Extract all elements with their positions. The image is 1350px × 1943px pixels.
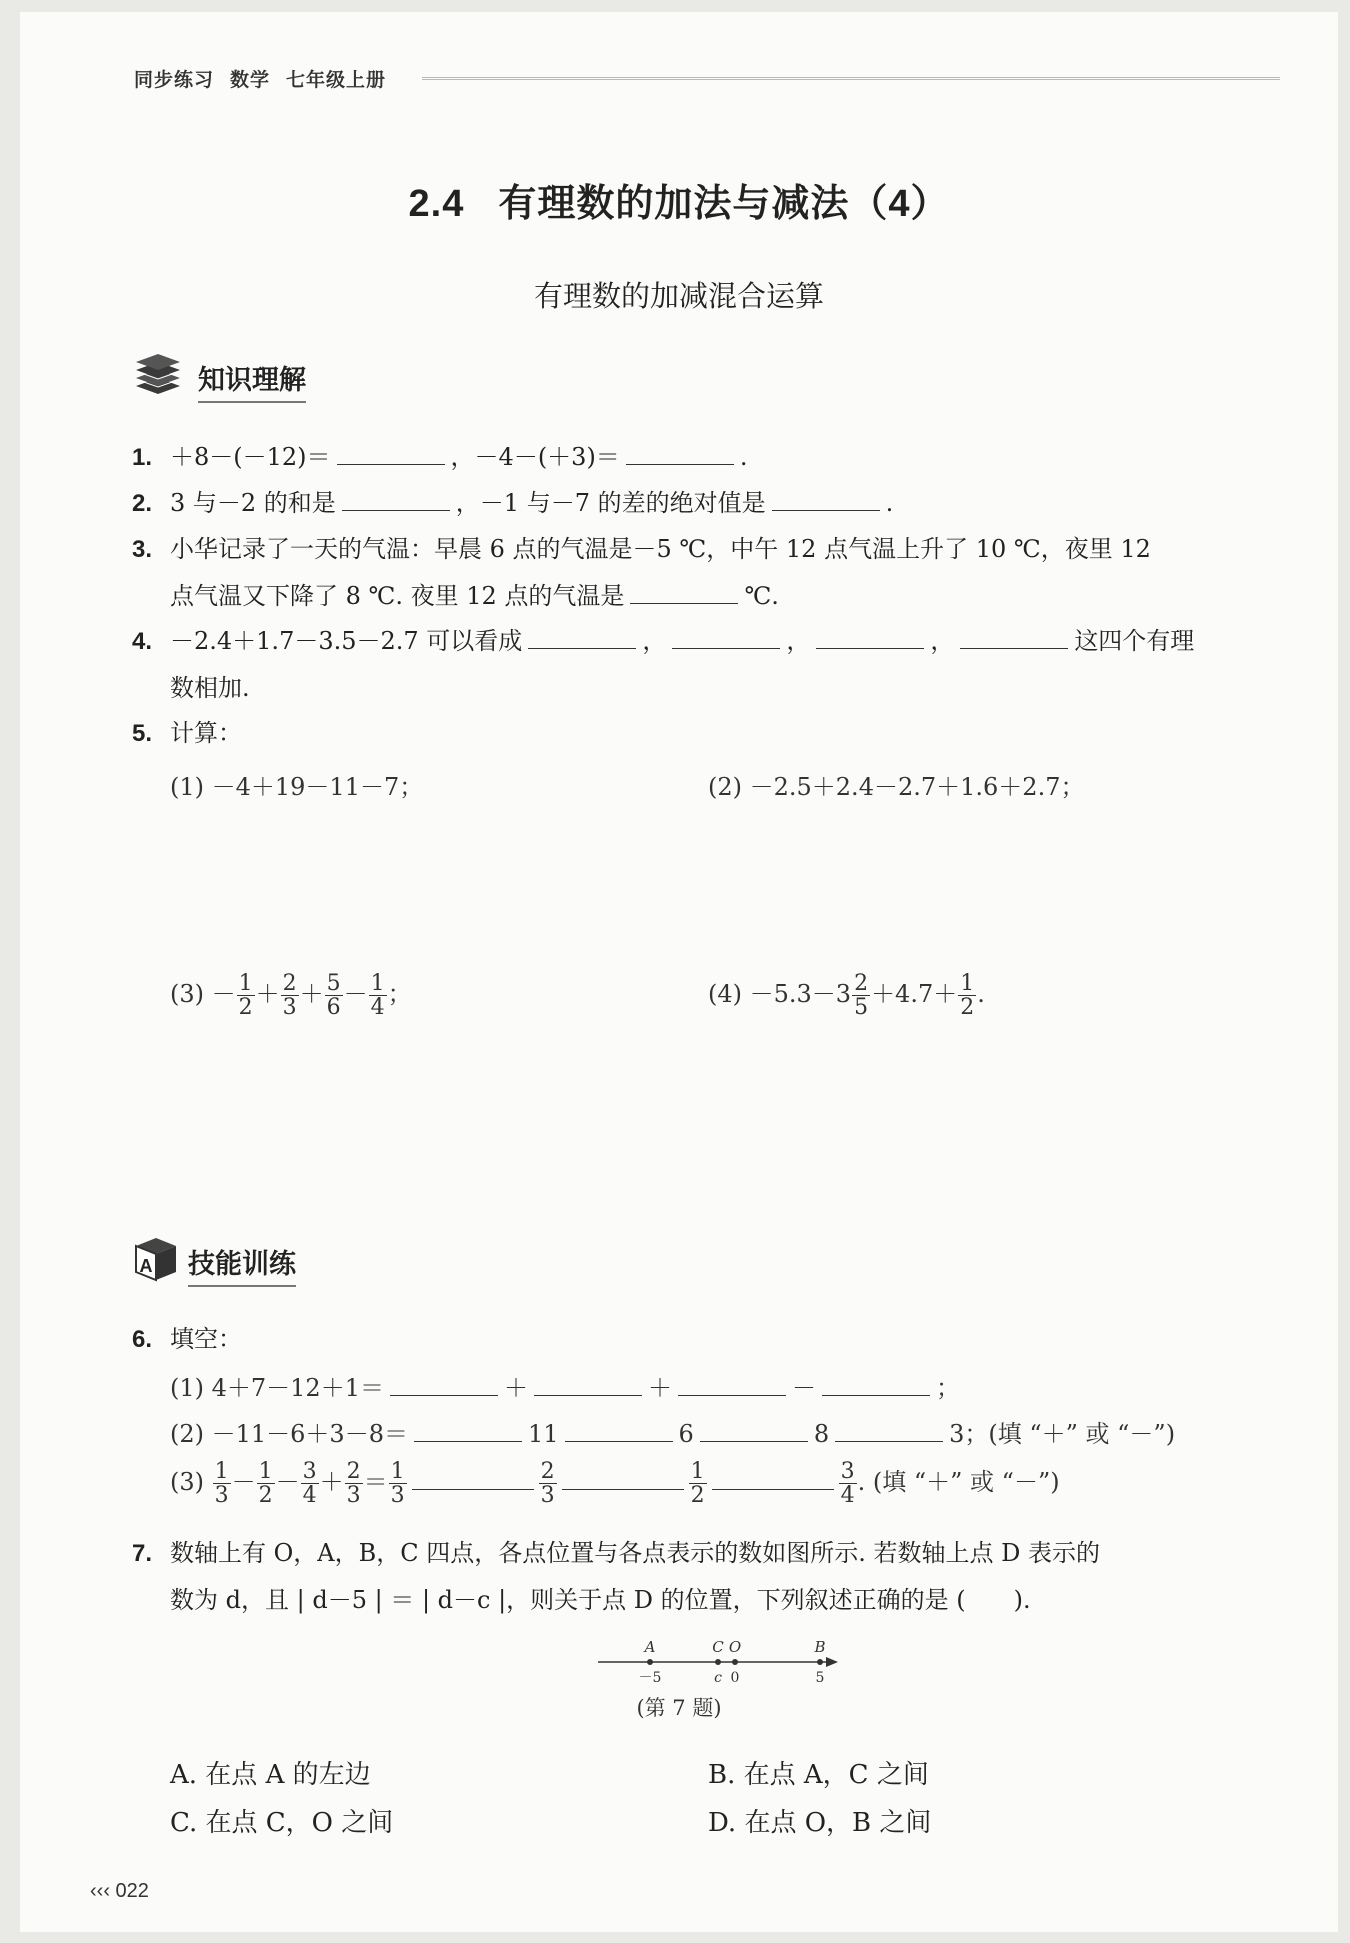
q5-part-3: (3) － $\frac{1}{2}$ ＋ $\frac{2}{3}$ ＋ $\frac{5}{6}$ － $\frac{1}{4}$ ； bbox=[170, 971, 412, 1021]
question-6 bbox=[132, 1316, 242, 1363]
point-label: B bbox=[814, 1638, 826, 1656]
tick-label: 0 bbox=[730, 1670, 740, 1686]
tick-label: －5 bbox=[638, 1670, 662, 1686]
question-number: 3. bbox=[132, 536, 153, 563]
answer-blank[interactable] bbox=[528, 622, 636, 649]
q6-part-1: (1) 4＋7－12＋1＝ ＋ ＋ － ； bbox=[170, 1368, 960, 1403]
option-c[interactable]: C. 在点 C，O 之间 bbox=[170, 1808, 394, 1838]
section-number: 2.4 bbox=[408, 183, 465, 225]
question-number: 5. bbox=[132, 720, 153, 747]
answer-blank[interactable] bbox=[700, 1415, 808, 1442]
point-label: O bbox=[728, 1638, 742, 1656]
header-grade: 七年级上册 bbox=[286, 70, 387, 91]
section-title-knowledge: 知识理解 bbox=[198, 358, 306, 403]
answer-blank[interactable] bbox=[337, 438, 445, 465]
point-label: C bbox=[712, 1638, 724, 1656]
question-number: 1. bbox=[132, 444, 153, 471]
answer-blank[interactable] bbox=[630, 577, 738, 604]
header-series: 同步练习 bbox=[134, 70, 215, 91]
q6-p2-num: 11 bbox=[527, 1420, 559, 1448]
q4-text: －2.4＋1.7－3.5－2.7 可以看成 bbox=[170, 627, 523, 655]
answer-blank[interactable] bbox=[565, 1415, 673, 1442]
question-number: 2. bbox=[132, 490, 153, 517]
answer-blank[interactable] bbox=[835, 1415, 943, 1442]
section-title-skills: 技能训练 bbox=[188, 1242, 296, 1287]
fraction: $\frac{1}{2}$ bbox=[258, 1459, 273, 1509]
q3-line1: 小华记录了一天的气温：早晨 6 点的气温是－5 ℃，中午 12 点气温上升了 10 ℃，夜里 12 bbox=[170, 535, 1151, 563]
option-d[interactable]: D. 在点 O，B 之间 bbox=[708, 1808, 932, 1838]
comma: ， bbox=[786, 627, 811, 655]
fraction: $\frac{1}{2}$ bbox=[238, 971, 253, 1021]
q5-part-2: (2) －2.5＋2.4－2.7＋1.6＋2.7； bbox=[708, 773, 1085, 801]
answer-blank[interactable] bbox=[626, 438, 734, 465]
q3-line2: 点气温又下降了 8 ℃. 夜里 12 点的气温是 bbox=[170, 582, 625, 610]
point-label: A bbox=[644, 1638, 656, 1656]
question-number: 7. bbox=[132, 1540, 153, 1567]
answer-blank[interactable] bbox=[678, 1369, 786, 1396]
fraction: $\frac{2}{3}$ bbox=[282, 971, 297, 1021]
cube-icon bbox=[132, 1234, 180, 1284]
fraction: $\frac{1}{3}$ bbox=[214, 1459, 229, 1509]
fraction: $\frac{2}{3}$ bbox=[540, 1459, 555, 1509]
q5-p4-label: (4) －5.3－3 bbox=[708, 980, 852, 1009]
answer-blank[interactable] bbox=[960, 622, 1068, 649]
page bbox=[20, 12, 1338, 1932]
answer-blank[interactable] bbox=[534, 1369, 642, 1396]
q5-part-1: (1) －4＋19－11－7； bbox=[170, 773, 424, 801]
tick-label: c bbox=[714, 1670, 722, 1686]
q6-p1-label: (1) 4＋7－12＋1＝ bbox=[170, 1374, 384, 1402]
answer-blank[interactable] bbox=[412, 1475, 534, 1490]
question-number: 4. bbox=[132, 628, 153, 655]
q1-expr-b: ，－4－(＋3)＝ bbox=[450, 443, 620, 471]
number-line-point bbox=[817, 1659, 823, 1665]
question-4 bbox=[132, 618, 1194, 711]
q4-tail: 这四个有理 bbox=[1074, 627, 1195, 655]
number-line-figure bbox=[580, 1632, 840, 1692]
page-number: ‹‹‹ 022 bbox=[90, 1880, 149, 1902]
answer-blank[interactable] bbox=[414, 1415, 522, 1442]
q6-part-3: (3) $\frac{1}{3}$ － $\frac{1}{2}$ － $\frac{3}{4}$ ＋ $\frac{2}{3}$ ＝ $\frac{1}{3}$ $\frac{2}{3}$ $\frac{1}{2}$ $\frac{3}{4}$ . (填 “＋” 或 “－”) bbox=[170, 1459, 1060, 1509]
comma: ， bbox=[642, 627, 667, 655]
fraction: $\frac{2}{5}$ bbox=[854, 971, 869, 1021]
q6-p3-tail: . (填 “＋” 或 “－”) bbox=[857, 1468, 1060, 1497]
q2-text-b: ，－1 与－7 的差的绝对值是 bbox=[455, 489, 766, 517]
q7-line2: 数为 d，且 | d－5 | ＝ | d－c |，则关于点 D 的位置，下列叙述正确的是 ( ). bbox=[170, 1586, 1031, 1614]
q5-label: 计算： bbox=[170, 719, 242, 747]
q3-unit: ℃. bbox=[744, 582, 779, 610]
question-number: 6. bbox=[132, 1326, 153, 1353]
answer-blank[interactable] bbox=[712, 1475, 834, 1490]
q4-line2: 数相加. bbox=[170, 674, 250, 702]
q6-p3-label: (3) bbox=[170, 1468, 204, 1497]
q7-line1: 数轴上有 O，A，B，C 四点，各点位置与各点表示的数如图所示. 若数轴上点 D 表示的 bbox=[170, 1539, 1101, 1567]
q5-part-4: (4) －5.3－3 $\frac{2}{5}$ ＋4.7＋ $\frac{1}{2}$ . bbox=[708, 971, 985, 1021]
q6-p2-num: 8 bbox=[813, 1420, 830, 1448]
question-5 bbox=[132, 710, 242, 757]
page-subtitle: 有理数的加减混合运算 bbox=[533, 281, 824, 313]
fraction: $\frac{3}{4}$ bbox=[840, 1459, 855, 1509]
fraction: $\frac{1}{2}$ bbox=[690, 1459, 705, 1509]
q6-label: 填空： bbox=[170, 1325, 242, 1353]
q6-p2-num: 6 bbox=[678, 1420, 694, 1448]
number-line-point bbox=[647, 1659, 653, 1665]
svg-text:A: A bbox=[139, 1256, 153, 1276]
fraction: $\frac{1}{4}$ bbox=[370, 971, 385, 1021]
books-icon bbox=[132, 352, 184, 400]
header-subject: 数学 bbox=[230, 70, 271, 91]
q5-p4-mid: ＋4.7＋ bbox=[871, 980, 958, 1009]
question-1 bbox=[132, 434, 747, 481]
option-b[interactable]: B. 在点 A，C 之间 bbox=[708, 1760, 929, 1790]
fraction: $\frac{1}{3}$ bbox=[390, 1459, 405, 1509]
q6-p2-tail: 3；(填 “＋” 或 “－”) bbox=[949, 1420, 1176, 1448]
q2-end: . bbox=[885, 489, 894, 517]
title-text: 有理数的加法与减法（4） bbox=[498, 183, 950, 225]
q6-part-2 bbox=[170, 1414, 1175, 1449]
fraction: $\frac{2}{3}$ bbox=[346, 1459, 361, 1509]
comma: ， bbox=[930, 627, 955, 655]
answer-blank[interactable] bbox=[822, 1369, 930, 1396]
question-2 bbox=[132, 480, 893, 527]
answer-blank[interactable] bbox=[342, 484, 450, 511]
answer-blank[interactable] bbox=[816, 622, 924, 649]
page-title bbox=[20, 172, 1338, 227]
question-7 bbox=[132, 1530, 1100, 1623]
q5-p3-label: (3) － bbox=[170, 980, 236, 1009]
fraction: $\frac{3}{4}$ bbox=[302, 1459, 317, 1509]
q1-expr-a: ＋8－(－12)＝ bbox=[170, 443, 331, 471]
fraction: $\frac{1}{2}$ bbox=[960, 971, 975, 1021]
answer-blank[interactable] bbox=[390, 1369, 498, 1396]
answer-blank[interactable] bbox=[672, 622, 780, 649]
q2-text-a: 3 与－2 的和是 bbox=[170, 489, 336, 517]
answer-blank[interactable] bbox=[772, 484, 880, 511]
fraction: $\frac{5}{6}$ bbox=[326, 971, 341, 1021]
number-line-point bbox=[715, 1659, 721, 1665]
header-rule bbox=[422, 77, 1280, 80]
question-3 bbox=[132, 526, 1151, 619]
q6-p2-label: (2) －11－6＋3－8＝ bbox=[170, 1420, 408, 1448]
q1-end: . bbox=[739, 443, 748, 471]
running-header bbox=[134, 65, 402, 92]
figure-caption: (第 7 题) bbox=[636, 1696, 722, 1720]
tick-label: 5 bbox=[815, 1670, 825, 1686]
answer-blank[interactable] bbox=[562, 1475, 684, 1490]
number-line-point bbox=[732, 1659, 738, 1665]
arrow-head-icon bbox=[826, 1657, 838, 1667]
option-a[interactable]: A. 在点 A 的左边 bbox=[170, 1760, 371, 1790]
